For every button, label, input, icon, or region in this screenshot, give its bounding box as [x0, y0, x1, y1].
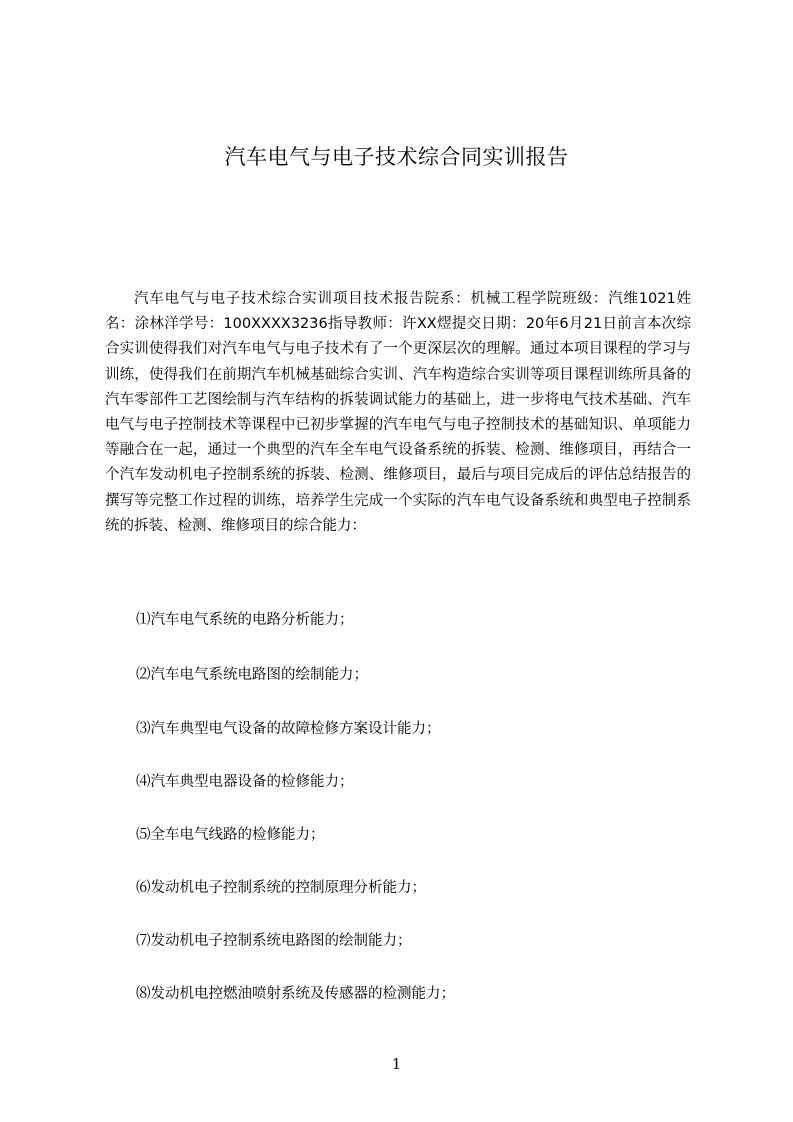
list-item-3: ⑶汽车典型电气设备的故障检修方案设计能力； — [136, 721, 441, 737]
page-number: 1 — [391, 1055, 402, 1073]
list-item-2: ⑵汽车电气系统电路图的绘制能力； — [136, 667, 368, 683]
body-paragraph: 汽车电气与电子技术综合实训项目技术报告院系：机械工程学院班级：汽维1021姓名：涂林洋学号：100XXXX3236指导教师：许XX熤提交日期：20年6月21日前言本次综合实训使得我们对汽车电气与电子技术有了一个更深层次的理解。通过本项目课程的学习与训练，使得我们在前期汽车机械基础综合实训、汽车构造综合实训等项目课程训练所具备的汽车零部件工艺图绘制与汽车结构的拆装调试能力的基础上，进一步将电气技术基础、汽车电气与电子控制技术等课程中已初步掌握的汽车电气与电子控制技术的基础知识、单项能力等融合在一起，通过一个典型的汽车全车电气设备系统的拆装、检测、维修项目，再结合一个汽车发动机电子控制系统的拆装、检测、维修项目，最后与项目完成后的评估总结报告的撰写等完整工作过程的训练，培养学生完成一个实际的汽车电气设备系统和典型电子控制系统的拆装、检测、维修项目的综合能力： — [105, 291, 691, 534]
list-item-6: ⑹发动机电子控制系统的控制原理分析能力； — [136, 880, 426, 896]
list-item-5: ⑸全车电气线路的检修能力； — [136, 827, 325, 843]
list-item-8: ⑻发动机电控燃油喷射系统及传感器的检测能力； — [136, 986, 455, 1002]
list-item-4: ⑷汽车典型电器设备的检修能力； — [136, 774, 354, 790]
list-item-7: ⑺发动机电子控制系统电路图的绘制能力； — [136, 933, 412, 949]
list-item-1: ⑴汽车电气系统的电路分析能力； — [136, 612, 354, 628]
document-title: 汽车电气与电子技术综合同实训报告 — [224, 145, 569, 169]
